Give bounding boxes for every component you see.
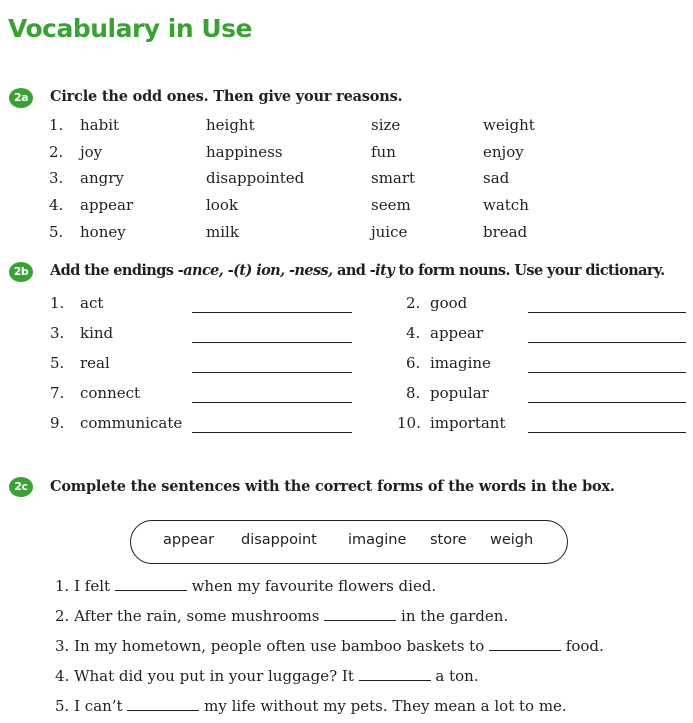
sentence-text: when my favourite flowers died. — [186, 577, 437, 595]
word-option[interactable]: honey — [80, 223, 126, 241]
box-word: weigh — [490, 532, 534, 548]
answer-blank[interactable] — [324, 608, 396, 621]
answer-blank[interactable] — [528, 312, 686, 313]
item-number: 5. — [55, 697, 70, 715]
item-number: 3. — [55, 637, 70, 655]
word-option[interactable]: milk — [206, 223, 239, 241]
base-word: important — [430, 414, 506, 432]
item-number: 1. — [50, 294, 65, 312]
item-number: 8. — [406, 384, 421, 402]
exercise-2a-badge: 2a — [9, 88, 33, 108]
base-word: act — [80, 294, 104, 312]
word-option[interactable]: size — [371, 116, 401, 134]
item-number: 2. — [406, 294, 421, 312]
item-number: 2. — [49, 143, 64, 161]
item-number: 1. — [49, 116, 64, 134]
base-word: kind — [80, 324, 114, 342]
word-option[interactable]: juice — [371, 223, 408, 241]
item-number: 4. — [406, 324, 421, 342]
base-word: connect — [80, 384, 141, 402]
box-word: disappoint — [241, 532, 317, 548]
word-option[interactable]: bread — [483, 223, 528, 241]
exercise-2b-badge: 2b — [9, 262, 33, 282]
item-number: 9. — [50, 414, 65, 432]
instruction-text: Add the endings — [50, 262, 178, 279]
exercise-2c-badge: 2c — [9, 477, 33, 497]
sentence — [55, 577, 436, 595]
exercise-2c-instruction: Complete the sentences with the correct forms of the words in the box. — [50, 478, 615, 495]
word-option[interactable]: fun — [371, 143, 396, 161]
word-option[interactable]: height — [206, 116, 255, 134]
word-option[interactable]: enjoy — [483, 143, 524, 161]
base-word: real — [80, 354, 110, 372]
instruction-text: to form nouns. Use your dictionary. — [394, 262, 665, 279]
word-option[interactable]: joy — [80, 143, 103, 161]
sentence — [55, 637, 604, 655]
word-option[interactable]: watch — [483, 196, 529, 214]
base-word: popular — [430, 384, 489, 402]
base-word: imagine — [430, 354, 491, 372]
item-number: 10. — [397, 414, 421, 432]
word-option[interactable]: happiness — [206, 143, 283, 161]
base-word: communicate — [80, 414, 183, 432]
sentence-text: in the garden. — [396, 607, 509, 625]
section-title: Vocabulary in Use — [8, 14, 253, 43]
answer-blank[interactable] — [192, 342, 352, 343]
sentence-text: After the rain, some mushrooms — [74, 607, 325, 625]
box-word: imagine — [348, 532, 407, 548]
answer-blank[interactable] — [528, 432, 686, 433]
word-option[interactable]: look — [206, 196, 238, 214]
box-word: appear — [163, 532, 215, 548]
item-number: 3. — [50, 324, 65, 342]
answer-blank[interactable] — [528, 402, 686, 403]
item-number: 5. — [50, 354, 65, 372]
answer-blank[interactable] — [192, 402, 352, 403]
word-option[interactable]: smart — [371, 169, 416, 187]
exercise-2a-instruction: Circle the odd ones. Then give your reasons. — [50, 88, 403, 105]
instruction-endings: -ance, -(t) ion, -ness, — [177, 262, 333, 279]
instruction-ending-ity: -ity — [369, 262, 395, 279]
word-option[interactable]: seem — [371, 196, 411, 214]
item-number: 4. — [55, 667, 70, 685]
sentence-text: a ton. — [430, 667, 479, 685]
base-word: appear — [430, 324, 484, 342]
sentence — [55, 697, 567, 715]
instruction-text: and — [332, 262, 370, 279]
sentence-text: I can’t — [74, 697, 128, 715]
item-number: 5. — [49, 223, 64, 241]
word-option[interactable]: disappointed — [206, 169, 305, 187]
answer-blank[interactable] — [127, 698, 199, 711]
sentence-text: my life without my pets. They mean a lot to me. — [199, 697, 567, 715]
base-word: good — [430, 294, 468, 312]
sentence-text: food. — [561, 637, 604, 655]
sentence-text: In my hometown, people often use bamboo baskets to — [74, 637, 490, 655]
exercise-2b-instruction — [50, 262, 665, 279]
word-option[interactable]: appear — [80, 196, 134, 214]
item-number: 3. — [49, 169, 64, 187]
answer-blank[interactable] — [192, 372, 352, 373]
answer-blank[interactable] — [528, 372, 686, 373]
answer-blank[interactable] — [528, 342, 686, 343]
box-word: store — [430, 532, 467, 548]
answer-blank[interactable] — [359, 668, 431, 681]
item-number: 4. — [49, 196, 64, 214]
answer-blank[interactable] — [489, 638, 561, 651]
word-option[interactable]: sad — [483, 169, 510, 187]
answer-blank[interactable] — [192, 432, 352, 433]
answer-blank[interactable] — [192, 312, 352, 313]
item-number: 6. — [406, 354, 421, 372]
sentence-text: What did you put in your luggage? It — [74, 667, 359, 685]
sentence — [55, 607, 508, 625]
answer-blank[interactable] — [115, 578, 187, 591]
sentence-text: I felt — [74, 577, 115, 595]
sentence — [55, 667, 479, 685]
word-option[interactable]: angry — [80, 169, 124, 187]
word-option[interactable]: habit — [80, 116, 120, 134]
item-number: 2. — [55, 607, 70, 625]
word-option[interactable]: weight — [483, 116, 535, 134]
item-number: 7. — [50, 384, 65, 402]
item-number: 1. — [55, 577, 70, 595]
